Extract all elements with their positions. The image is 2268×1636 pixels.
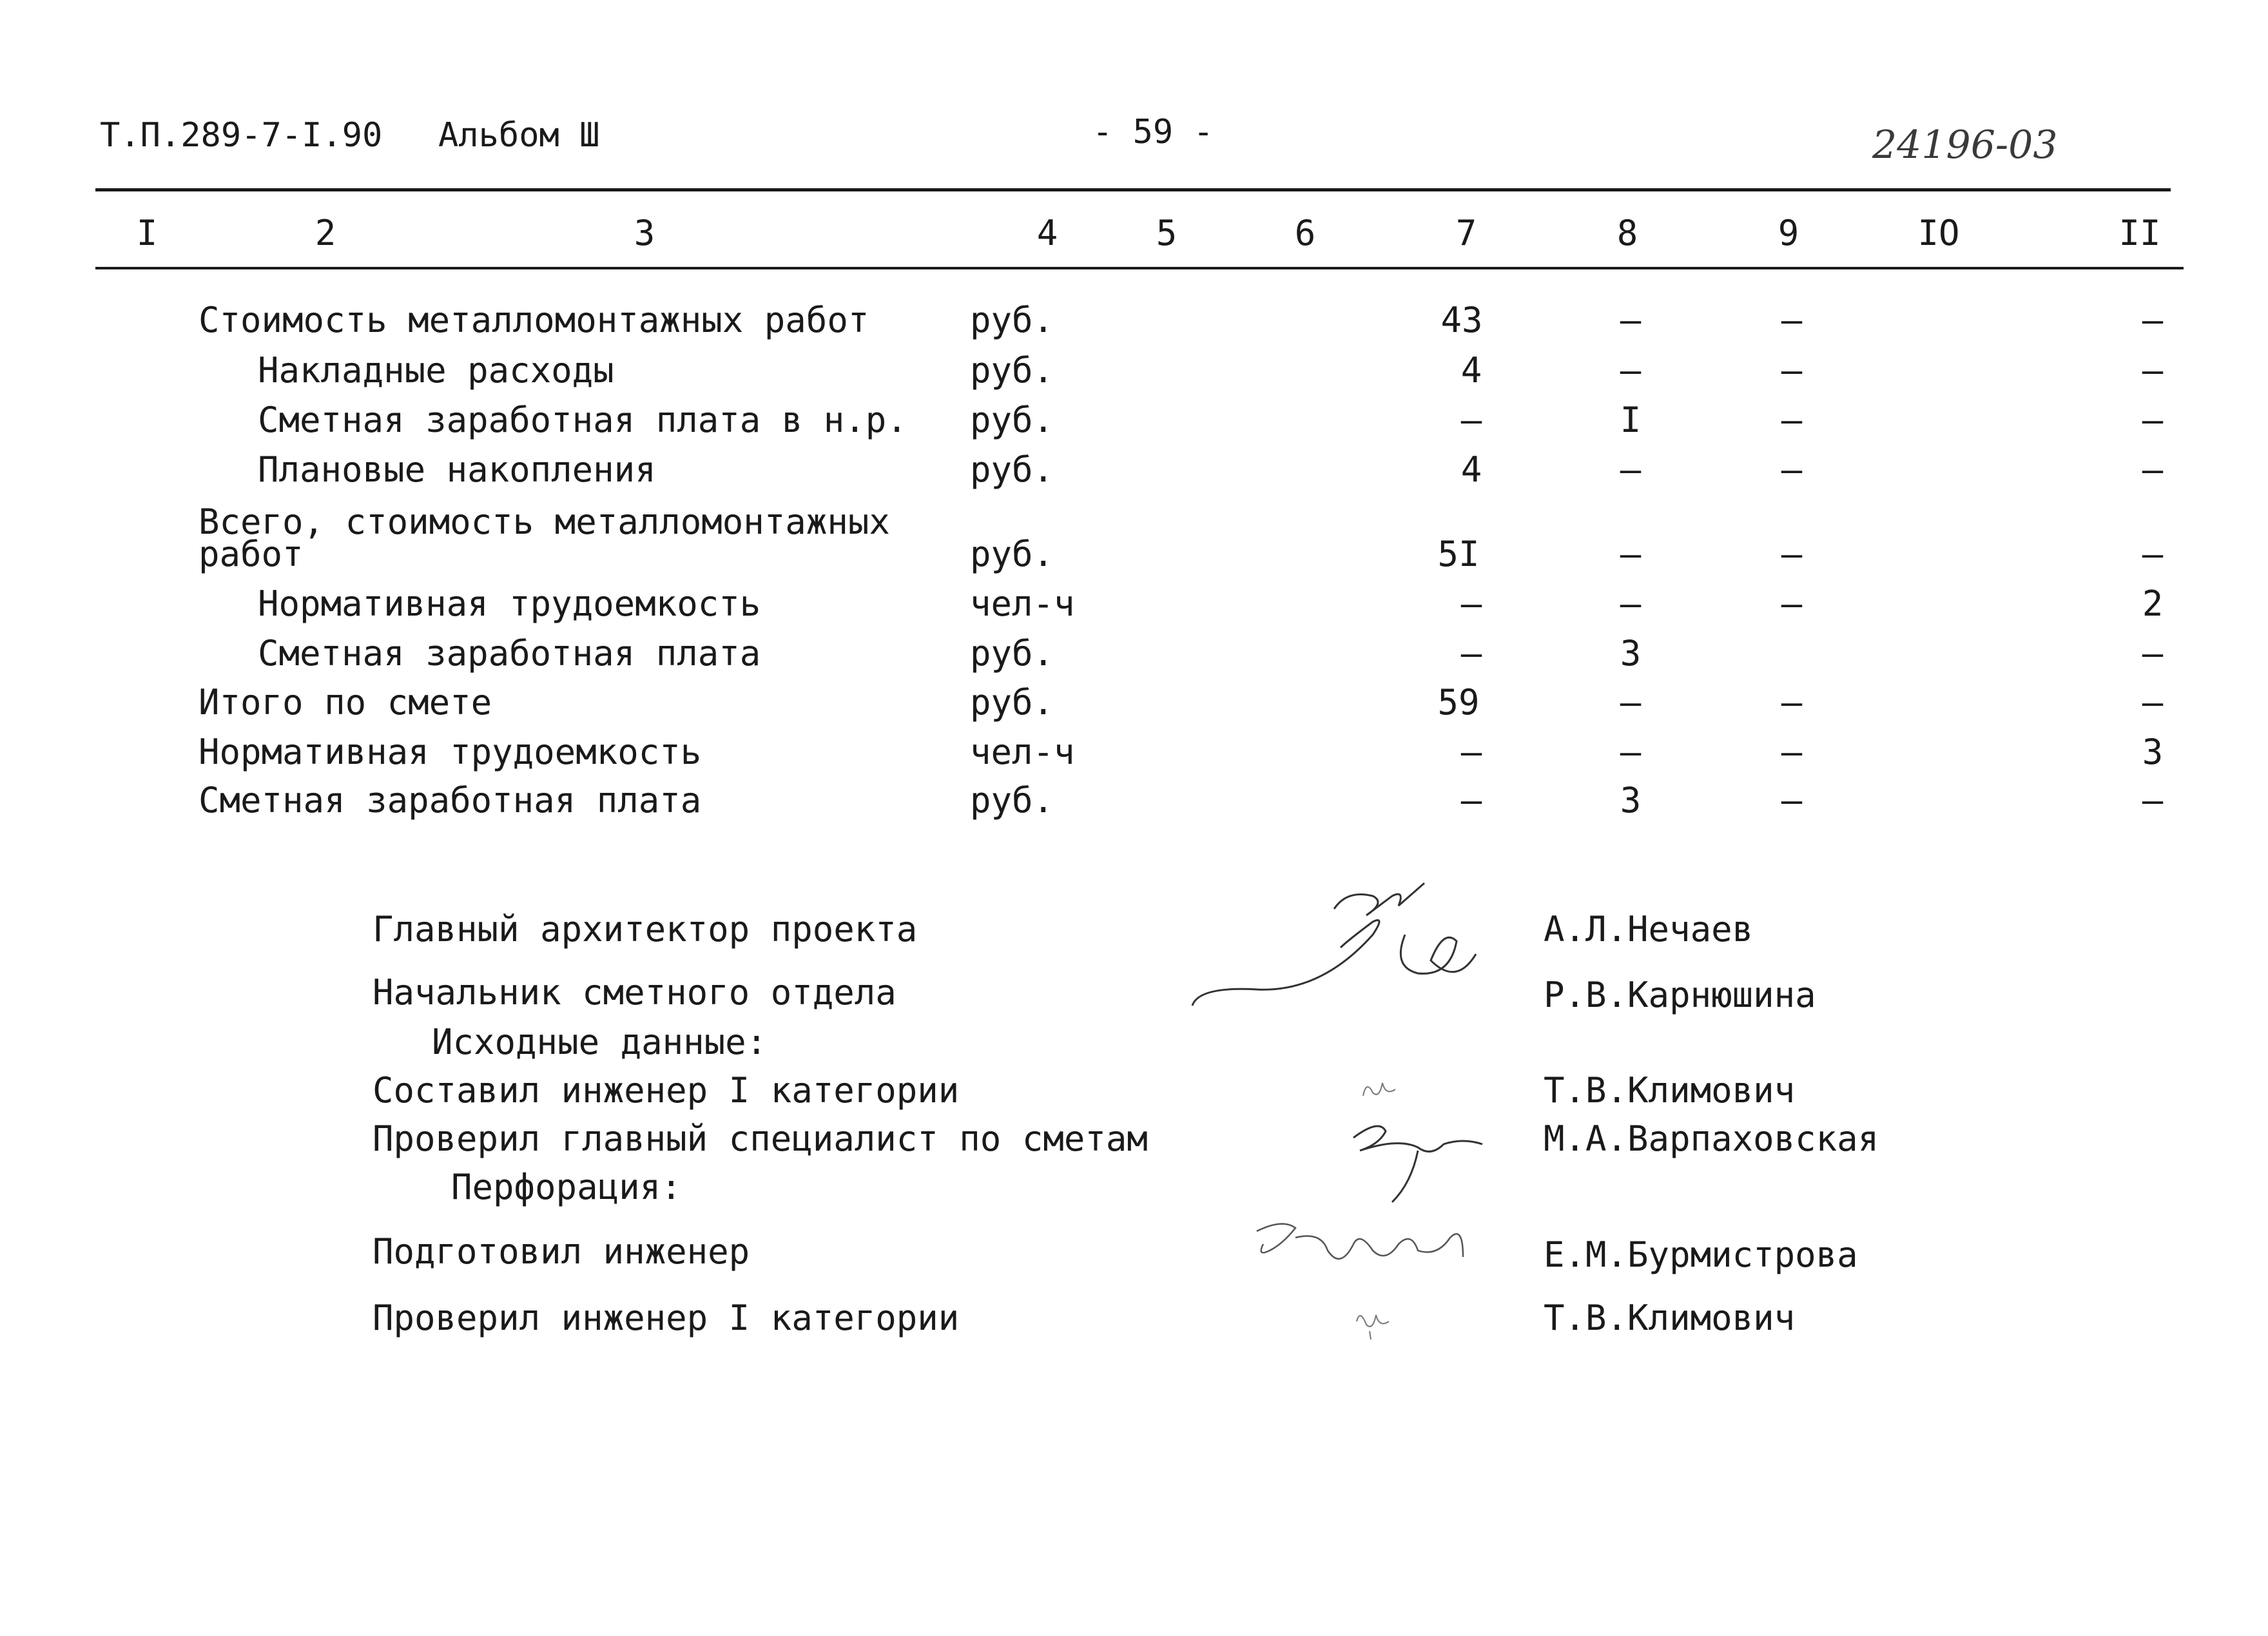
- cell-col11: –: [2142, 400, 2164, 440]
- cell-col7: –: [1460, 400, 1482, 440]
- prepared-by-title: Подготовил инженер: [373, 1231, 750, 1272]
- row-unit: руб.: [970, 350, 1054, 391]
- row-unit: руб.: [970, 449, 1054, 490]
- head-estimates-name: Р.В.Карнюшина: [1544, 975, 1816, 1015]
- cell-col11: –: [2142, 534, 2164, 574]
- checked2-by-title: Проверил инженер I категории: [373, 1298, 960, 1338]
- prepared-by-name: Е.М.Бурмистрова: [1544, 1234, 1858, 1275]
- row-label: Нормативная трудоемкость: [258, 583, 761, 624]
- checked2-by-name: Т.В.Климович: [1544, 1298, 1796, 1338]
- cell-col11: –: [2142, 449, 2164, 490]
- cell-col8: I: [1620, 400, 1642, 440]
- checked-by-title: Проверил главный специалист по сметам: [373, 1118, 1148, 1159]
- chief-architect-signature: [1179, 857, 1540, 1012]
- row-unit: руб.: [970, 400, 1054, 440]
- row-unit: руб.: [970, 300, 1054, 340]
- cell-col9: –: [1781, 732, 1803, 772]
- cell-col7: 4: [1460, 449, 1482, 490]
- cell-col9: –: [1781, 534, 1803, 574]
- cell-col7: –: [1460, 732, 1482, 772]
- col-9-number: 9: [1778, 213, 1799, 253]
- cell-col8: –: [1620, 732, 1642, 772]
- cell-col11: –: [2142, 350, 2164, 391]
- row-label: Сметная заработная плата: [199, 780, 702, 821]
- cell-col7: 5I: [1437, 534, 1480, 574]
- cell-col11: 2: [2142, 583, 2164, 624]
- col-2-number: 2: [315, 213, 336, 253]
- cell-col8: –: [1620, 449, 1642, 490]
- document-code: Т.П.289-7-І.90: [100, 116, 383, 155]
- col-8-number: 8: [1616, 213, 1638, 253]
- cell-col8: –: [1620, 350, 1642, 391]
- perforation-heading: Перфорация:: [451, 1167, 682, 1207]
- row-label: Итого по смете: [199, 682, 492, 723]
- row-label: Накладные расходы: [258, 350, 614, 391]
- col-10-number: IO: [1917, 213, 1960, 253]
- cell-col7: 43: [1440, 300, 1483, 340]
- compiled-by-name: Т.В.Климович: [1544, 1070, 1796, 1111]
- checked-by-name: М.А.Варпаховская: [1544, 1118, 1879, 1159]
- row-unit: руб.: [970, 682, 1054, 723]
- cell-col9: –: [1781, 300, 1803, 340]
- row-label: Плановые накопления: [258, 449, 656, 490]
- cell-col8: –: [1620, 300, 1642, 340]
- compiled-by-title: Составил инженер I категории: [373, 1070, 960, 1111]
- cell-col11: –: [2142, 682, 2164, 723]
- cell-col7: 59: [1437, 682, 1480, 723]
- cell-col9: –: [1781, 400, 1803, 440]
- cell-col8: –: [1620, 534, 1642, 574]
- cell-col11: –: [2142, 300, 2164, 340]
- col-4-number: 4: [1036, 213, 1058, 253]
- col-7-number: 7: [1455, 213, 1477, 253]
- table-top-rule: [95, 188, 2171, 191]
- row-label: Всего, стоимость металломонтажных: [199, 502, 890, 542]
- row-unit: чел-ч: [970, 732, 1075, 772]
- cell-col8: –: [1620, 583, 1642, 624]
- row-unit: руб.: [970, 780, 1054, 821]
- col-1-number: I: [136, 213, 158, 253]
- source-data-heading: Исходные данные:: [432, 1022, 768, 1062]
- row-label: Нормативная трудоемкость: [199, 732, 702, 772]
- cell-col9: –: [1781, 780, 1803, 821]
- cell-col11: –: [2142, 780, 2164, 821]
- cell-col9: –: [1781, 449, 1803, 490]
- checked-by-signature: [1341, 1105, 1508, 1209]
- head-estimates-title: Начальник сметного отдела: [373, 972, 897, 1013]
- cell-col11: –: [2142, 633, 2164, 674]
- cell-col7: –: [1460, 633, 1482, 674]
- cell-col7: 4: [1460, 350, 1482, 391]
- row-unit: руб.: [970, 534, 1054, 574]
- cell-col9: –: [1781, 350, 1803, 391]
- cell-col7: –: [1460, 780, 1482, 821]
- cell-col9: –: [1781, 682, 1803, 723]
- col-6-number: 6: [1294, 213, 1316, 253]
- page-number: - 59 -: [1092, 113, 1214, 151]
- cell-col9: –: [1781, 583, 1803, 624]
- cell-col8: 3: [1620, 780, 1642, 821]
- chief-architect-name: А.Л.Нечаев: [1544, 909, 1754, 949]
- row-unit: руб.: [970, 633, 1054, 674]
- cell-col11: 3: [2142, 732, 2164, 772]
- row-label: Стоимость металломонтажных работ: [199, 300, 869, 340]
- row-unit: чел-ч: [970, 583, 1075, 624]
- table-header-rule: [95, 267, 2184, 269]
- row-label-continuation: работ: [199, 534, 304, 574]
- prepared-by-signature: [1244, 1205, 1489, 1283]
- compiled-by-signature: [1360, 1070, 1405, 1102]
- row-label: Сметная заработная плата: [258, 633, 761, 674]
- col-5-number: 5: [1156, 213, 1178, 253]
- col-3-number: 3: [634, 213, 655, 253]
- row-label: Сметная заработная плата в н.р.: [258, 400, 907, 440]
- cell-col8: 3: [1620, 633, 1642, 674]
- album-label: Альбом Ш: [438, 116, 600, 155]
- cell-col8: –: [1620, 682, 1642, 723]
- archive-number: 24196-03: [1872, 122, 2058, 168]
- chief-architect-title: Главный архитектор проекта: [373, 909, 918, 949]
- checked2-by-signature: [1350, 1296, 1402, 1341]
- col-11-number: II: [2118, 213, 2161, 253]
- cell-col7: –: [1460, 583, 1482, 624]
